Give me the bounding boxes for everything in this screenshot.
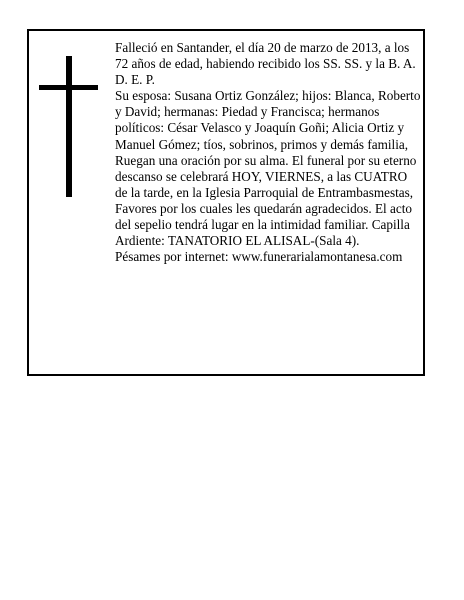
cross-horizontal-bar — [39, 85, 98, 90]
family-list: Su esposa: Susana Ortiz González; hijos: Blanca, Roberto y David; hermanas: Piedad y Francisca; hermanos políticos: César Velasco y Joaquín Goñi; Alicia Ortiz y Manuel Gómez; tíos, sobrinos, primos y demás familia, — [115, 88, 421, 152]
notice-text — [115, 40, 421, 265]
condolences-website: Pésames por internet: www.funerarialamontanesa.com — [115, 249, 403, 265]
rest-in-peace: D. E. P. — [115, 72, 155, 88]
funeral-details: Ruegan una oración por su alma. El funeral por su eterno descanso se celebrará HOY, VIERNES, a las CUATRO de la tarde, en la Iglesia Parroquial de Entrambasmestas, Favores por los cuales les quedarán agradecidos. El acto del sepelio tendrá lugar en la intimidad familiar. Capilla Ardiente: TANATORIO EL ALISAL-(Sala 4). — [115, 152, 417, 249]
cross-vertical-bar — [66, 56, 72, 197]
obituary-notice — [27, 29, 425, 376]
death-announcement: Falleció en Santander, el día 20 de marzo de 2013, a los 72 años de edad, habiendo recibido los SS. SS. y la B. A. — [115, 40, 416, 72]
